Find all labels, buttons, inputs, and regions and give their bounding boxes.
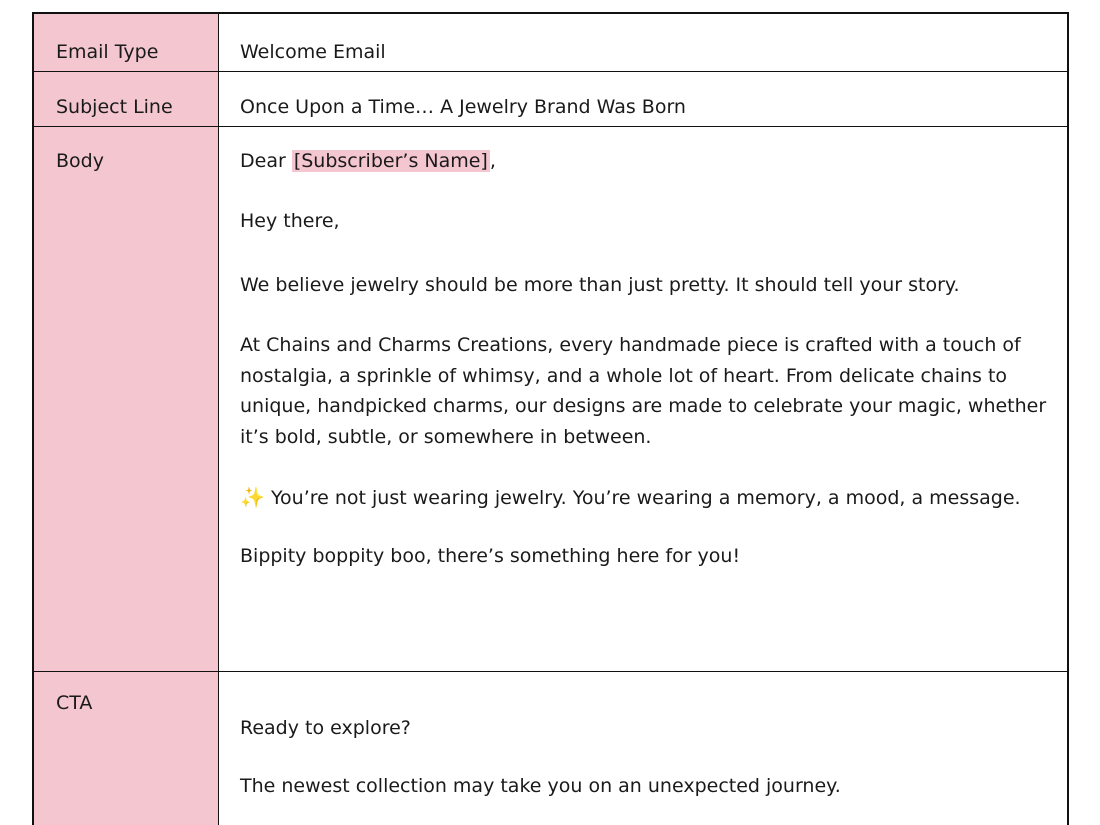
body-line-bippity: Bippity boppity boo, there’s something here for you! bbox=[240, 545, 741, 567]
greeting-prefix: Dear bbox=[240, 150, 292, 172]
subject-line-row bbox=[34, 72, 1067, 127]
body-line-hey: Hey there, bbox=[240, 210, 340, 232]
body-greeting bbox=[240, 148, 1067, 174]
body-line-memory: You’re not just wearing jewelry. You’re wearing a memory, a mood, a message. bbox=[270, 487, 1021, 509]
email-type-value[interactable]: Welcome Email bbox=[240, 41, 386, 63]
body-label: Body bbox=[34, 127, 219, 671]
subject-line-value[interactable]: Once Upon a Time… A Jewelry Brand Was Born bbox=[240, 96, 686, 118]
cta-line-explore: Ready to explore? bbox=[240, 717, 411, 739]
greeting-suffix: , bbox=[489, 150, 496, 172]
subject-line-label: Subject Line bbox=[34, 72, 219, 126]
body-row bbox=[34, 127, 1067, 672]
body-line-brand: At Chains and Charms Creations, every handmade piece is crafted with a touch of nostalgia, a sprinkle of whimsy, and a whole lot of heart. From delicate chains to unique, handpicked charms, our designs are made to celebrate your magic, whether it’s bold, subtle, or somewhere in between. bbox=[240, 334, 1047, 448]
body-line-belief: We believe jewelry should be more than just pretty. It should tell your story. bbox=[240, 274, 960, 296]
email-type-row bbox=[34, 14, 1067, 72]
sparkles-icon: ✨ bbox=[240, 485, 265, 509]
body-content[interactable] bbox=[219, 127, 1067, 671]
email-type-label: Email Type bbox=[34, 14, 219, 71]
subscriber-name-placeholder: [Subscriber’s Name] bbox=[293, 150, 488, 172]
cta-label: CTA bbox=[34, 672, 219, 825]
email-content-table bbox=[32, 12, 1069, 825]
body-line-sparkle bbox=[240, 482, 1045, 513]
cta-line-journey: The newest collection may take you on an unexpected journey. bbox=[240, 775, 841, 797]
cta-row bbox=[34, 672, 1067, 825]
cta-content[interactable] bbox=[219, 672, 1067, 825]
